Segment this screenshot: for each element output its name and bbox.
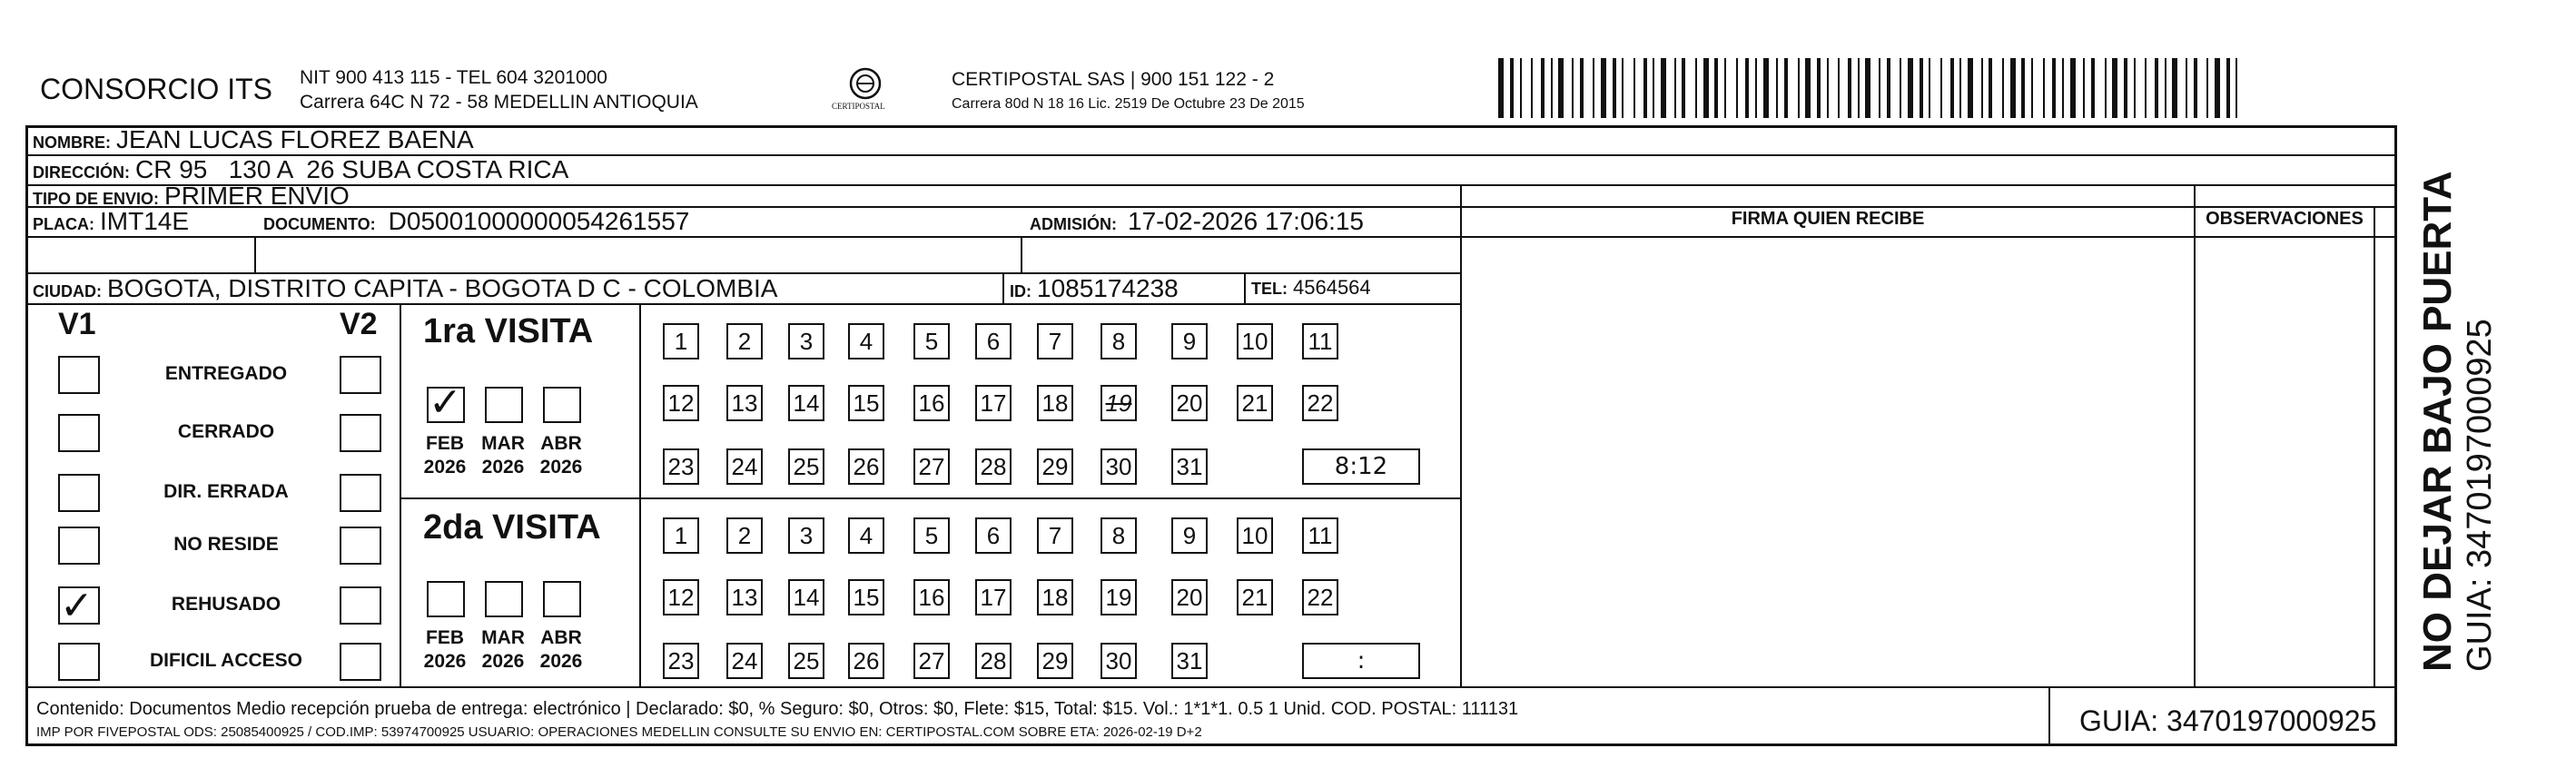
day-box[interactable]: 29 [1037, 448, 1073, 485]
tel-label: TEL: [1251, 280, 1288, 298]
month-checkbox[interactable] [485, 387, 523, 423]
placa-label: PLACA: [33, 215, 94, 233]
month-checkbox[interactable] [485, 581, 523, 617]
v1-checkbox[interactable] [58, 414, 100, 452]
visit2-title: 2da VISITA [423, 508, 601, 546]
visit-divider [639, 303, 641, 686]
id-field [1010, 274, 1179, 303]
footer-print-info: IMP POR FIVEPOSTAL ODS: 25085400925 / COD.IMP: 53974700925 USUARIO: OPERACIONES MEDELLIN CONSULTE SU ENVIO EN: CERTIPOSTAL.COM SOBRE ETA: 2026-02-19 D+2 [36, 724, 1202, 740]
day-box[interactable]: 5 [913, 323, 950, 359]
day-box[interactable]: 3 [788, 517, 824, 554]
day-box[interactable]: 14 [788, 385, 824, 421]
ciudad-label: CIUDAD: [33, 282, 102, 300]
status-label: NO RESIDE [173, 534, 279, 555]
day-box[interactable]: 13 [726, 385, 763, 421]
day-box[interactable]: 17 [975, 385, 1012, 421]
day-box[interactable]: 7 [1037, 323, 1073, 359]
v2-checkbox[interactable] [340, 643, 381, 681]
day-box[interactable]: 7 [1037, 517, 1073, 554]
placa-value: IMT14E [100, 207, 190, 235]
direccion-field [33, 155, 568, 184]
column-head-divider [1460, 236, 2397, 238]
cell-divider [254, 236, 256, 272]
v1-checkbox[interactable] [58, 474, 100, 512]
day-box[interactable]: 30 [1100, 643, 1137, 679]
nombre-value: JEAN LUCAS FLOREZ BAENA [116, 125, 474, 153]
day-box[interactable]: 4 [848, 517, 884, 554]
day-box[interactable]: 11 [1302, 517, 1338, 554]
logo-caption: CERTIPOSTAL [832, 102, 885, 111]
right-edge [2374, 206, 2375, 687]
v2-checkbox[interactable] [340, 474, 381, 512]
row-divider [25, 184, 2397, 186]
nit-line: NIT 900 413 115 - TEL 604 3201000 [300, 67, 607, 88]
day-box[interactable]: 28 [975, 448, 1012, 485]
cell-divider [1002, 272, 1004, 303]
day-box[interactable]: 25 [788, 643, 824, 679]
month-checkbox[interactable] [543, 581, 581, 617]
nombre-field [33, 125, 474, 154]
day-box[interactable]: 26 [848, 448, 884, 485]
footer-content: Contenido: Documentos Medio recepción prueba de entrega: electrónico | Declarado: $0, % Seguro: $0, Otros: $0, Flete: $15, Total: $15. Vol.: 1*1*1. 0.5 1 Unid. COD. POSTAL: 111131 [36, 699, 1519, 719]
handwritten-check-icon: ✓ [60, 583, 94, 629]
day-box[interactable]: 19 [1100, 385, 1137, 421]
observaciones-header: OBSERVACIONES [2206, 209, 2364, 229]
day-box[interactable]: 15 [848, 385, 884, 421]
time-box[interactable]: 8:12 [1302, 448, 1420, 485]
v2-checkbox[interactable] [340, 527, 381, 565]
day-box[interactable]: 10 [1237, 517, 1273, 554]
month-label: ABR 2026 [539, 433, 583, 478]
side-text [2415, 171, 2500, 672]
admision-value: 17-02-2026 17:06:15 [1128, 207, 1364, 235]
day-box[interactable]: 4 [848, 323, 884, 359]
day-box[interactable]: 23 [663, 643, 699, 679]
status-label: DIR. ERRADA [163, 481, 289, 502]
courier-line: CERTIPOSTAL SAS | 900 151 122 - 2 [952, 69, 1275, 90]
footer-divider [25, 686, 2397, 688]
company-address: Carrera 64C N 72 - 58 MEDELLIN ANTIOQUIA [300, 92, 698, 113]
v1-header: V1 [58, 307, 96, 341]
month-label: FEB 2026 [423, 433, 467, 478]
visit1-title: 1ra VISITA [423, 312, 594, 350]
time-box[interactable]: : [1302, 643, 1420, 679]
day-box[interactable]: 22 [1302, 579, 1338, 615]
cell-divider [1021, 236, 1022, 272]
day-box[interactable]: 28 [975, 643, 1012, 679]
tipo-value: PRIMER ENVIO [164, 182, 350, 210]
day-box[interactable]: 3 [788, 323, 824, 359]
side-guia: GUIA: 3470197000925 [2461, 319, 2499, 672]
firma-header: FIRMA QUIEN RECIBE [1731, 209, 1925, 229]
direccion-value: CR 95 130 A 26 SUBA COSTA RICA [135, 155, 569, 183]
direccion-label: DIRECCIÓN: [33, 163, 130, 182]
day-box[interactable]: 8 [1100, 323, 1137, 359]
day-box[interactable]: 15 [848, 579, 884, 615]
admision-label: ADMISIÓN: [1030, 215, 1117, 233]
day-box[interactable]: 23 [663, 448, 699, 485]
day-box[interactable]: 6 [975, 323, 1012, 359]
nombre-label: NOMBRE: [33, 133, 111, 152]
day-box[interactable]: 19 [1100, 579, 1137, 615]
company-name: CONSORCIO ITS [40, 73, 273, 105]
day-box[interactable]: 25 [788, 448, 824, 485]
firma-divider [1460, 184, 1462, 687]
documento-value: D05001000000054261557 [388, 207, 690, 235]
day-box[interactable]: 20 [1171, 385, 1208, 421]
day-box[interactable]: 18 [1037, 579, 1073, 615]
day-box[interactable]: 9 [1171, 517, 1208, 554]
day-box[interactable]: 24 [726, 448, 763, 485]
v2-header: V2 [340, 307, 378, 341]
day-box[interactable]: 27 [913, 448, 950, 485]
v1-checkbox[interactable] [58, 643, 100, 681]
tel-field [1251, 276, 1371, 300]
visit-separator [400, 497, 1462, 499]
placa-field [33, 207, 189, 236]
month-checkbox[interactable] [543, 387, 581, 423]
no-dejar-warning: NO DEJAR BAJO PUERTA [2415, 171, 2460, 672]
v2-checkbox[interactable] [340, 414, 381, 452]
cell-divider [1244, 272, 1246, 303]
day-box[interactable]: 27 [913, 643, 950, 679]
footer-divider [2048, 686, 2050, 746]
day-box[interactable]: 22 [1302, 385, 1338, 421]
day-box[interactable]: 21 [1237, 579, 1273, 615]
day-box[interactable]: 8 [1100, 517, 1137, 554]
day-box[interactable]: 13 [726, 579, 763, 615]
day-box[interactable]: 2 [726, 517, 763, 554]
v1-checkbox[interactable] [58, 356, 100, 394]
barcode [1498, 58, 2239, 118]
day-box[interactable]: 29 [1037, 643, 1073, 679]
courier-address: Carrera 80d N 18 16 Lic. 2519 De Octubre 23 De 2015 [952, 96, 1305, 112]
day-box[interactable]: 9 [1171, 323, 1208, 359]
footer-guia: GUIA: 3470197000925 [2079, 704, 2377, 737]
day-box[interactable]: 12 [663, 385, 699, 421]
month-label: ABR 2026 [539, 627, 583, 672]
day-box[interactable]: 6 [975, 517, 1012, 554]
status-label: ENTREGADO [164, 363, 288, 384]
v2-checkbox[interactable] [340, 586, 381, 625]
month-label: FEB 2026 [423, 627, 467, 672]
day-box[interactable]: 5 [913, 517, 950, 554]
v1-checkbox[interactable] [58, 527, 100, 565]
v2-checkbox[interactable] [340, 356, 381, 394]
status-label: REHUSADO [171, 594, 281, 615]
day-box[interactable]: 30 [1100, 448, 1137, 485]
tel-value: 4564564 [1293, 276, 1371, 299]
month-label: MAR 2026 [481, 627, 525, 672]
row-divider [25, 303, 1462, 305]
admision-field [1030, 207, 1364, 236]
day-box[interactable]: 2 [726, 323, 763, 359]
month-label: MAR 2026 [481, 433, 525, 478]
ciudad-value: BOGOTA, DISTRITO CAPITA - BOGOTA D C - COLOMBIA [107, 274, 778, 302]
day-box[interactable]: 31 [1171, 448, 1208, 485]
handwritten-check-icon: ✓ [429, 379, 462, 426]
day-box[interactable]: 17 [975, 579, 1012, 615]
day-box[interactable]: 21 [1237, 385, 1273, 421]
status-divider [400, 303, 401, 686]
status-label: DIFICIL ACCESO [149, 650, 302, 671]
courier-info [952, 67, 1305, 116]
day-box[interactable]: 1 [663, 323, 699, 359]
day-box[interactable]: 16 [913, 385, 950, 421]
day-box[interactable]: 12 [663, 579, 699, 615]
ciudad-field [33, 274, 777, 303]
status-label: CERRADO [177, 421, 275, 442]
day-box[interactable]: 31 [1171, 643, 1208, 679]
day-box[interactable]: 16 [913, 579, 950, 615]
month-checkbox[interactable] [427, 581, 465, 617]
day-box[interactable]: 14 [788, 579, 824, 615]
documento-field [263, 207, 689, 236]
day-box[interactable]: 1 [663, 517, 699, 554]
row-divider [25, 236, 1462, 238]
documento-label: DOCUMENTO: [263, 215, 376, 233]
tipo-label: TIPO DE ENVIO: [33, 190, 160, 208]
company-info [300, 65, 698, 114]
day-box[interactable]: 24 [726, 643, 763, 679]
day-box[interactable]: 18 [1037, 385, 1073, 421]
day-box[interactable]: 20 [1171, 579, 1208, 615]
id-label: ID: [1010, 282, 1031, 300]
day-box[interactable]: 10 [1237, 323, 1273, 359]
day-box[interactable]: 11 [1302, 323, 1338, 359]
id-value: 1085174238 [1037, 274, 1179, 302]
day-box[interactable]: 26 [848, 643, 884, 679]
obs-divider [2194, 184, 2196, 687]
